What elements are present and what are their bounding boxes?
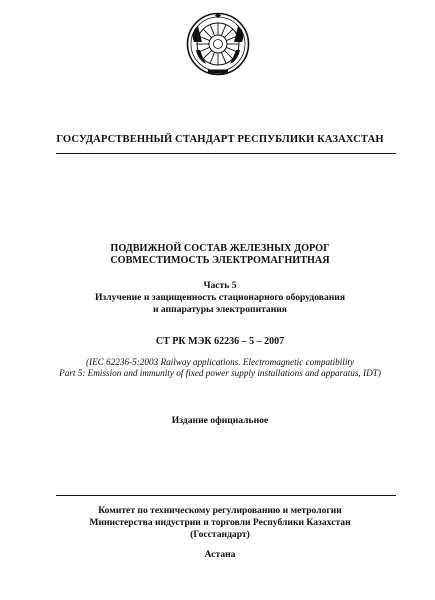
- publication-city: Астана: [204, 549, 236, 560]
- footer-rule: [56, 495, 396, 496]
- edition-label: Издание официальное: [171, 415, 269, 426]
- international-reference-line-2: Part 5: Emission and immunity of fixed power supply installations and apparatus, IDT): [59, 368, 381, 378]
- part-title-line-2: и аппаратуры электропитания: [153, 304, 287, 315]
- header-rule: [56, 153, 396, 154]
- international-reference-line-1: (IEC 62236-5:2003 Railway applications. Electromagnetic compatibility: [85, 357, 355, 367]
- standard-title: ГОСУДАРСТВЕННЫЙ СТАНДАРТ РЕСПУБЛИКИ КАЗАХСТАН: [56, 134, 384, 145]
- publisher-line-3: (Госстандарт): [190, 529, 250, 540]
- document-title-line-2: СОВМЕСТИМОСТЬ ЭЛЕКТРОМАГНИТНАЯ: [110, 255, 330, 266]
- publisher: [40, 505, 400, 541]
- part-label: Часть 5: [203, 280, 237, 291]
- document-title: [40, 243, 400, 267]
- kazakhstan-state-emblem-icon: [186, 12, 250, 76]
- publisher-line-1: Комитет по техническому регулированию и метрологии: [98, 505, 342, 516]
- part-title-line-1: Излучение и защищенность стационарного оборудования: [94, 292, 346, 303]
- standard-designation: СТ РК МЭК 62236 – 5 – 2007: [155, 336, 285, 347]
- international-reference: [20, 357, 420, 379]
- part-title: [40, 280, 400, 316]
- document-title-line-1: ПОДВИЖНОЙ СОСТАВ ЖЕЛЕЗНЫХ ДОРОГ: [110, 243, 330, 254]
- publisher-line-2: Министерства индустрии и торговли Республики Казахстан: [89, 517, 351, 528]
